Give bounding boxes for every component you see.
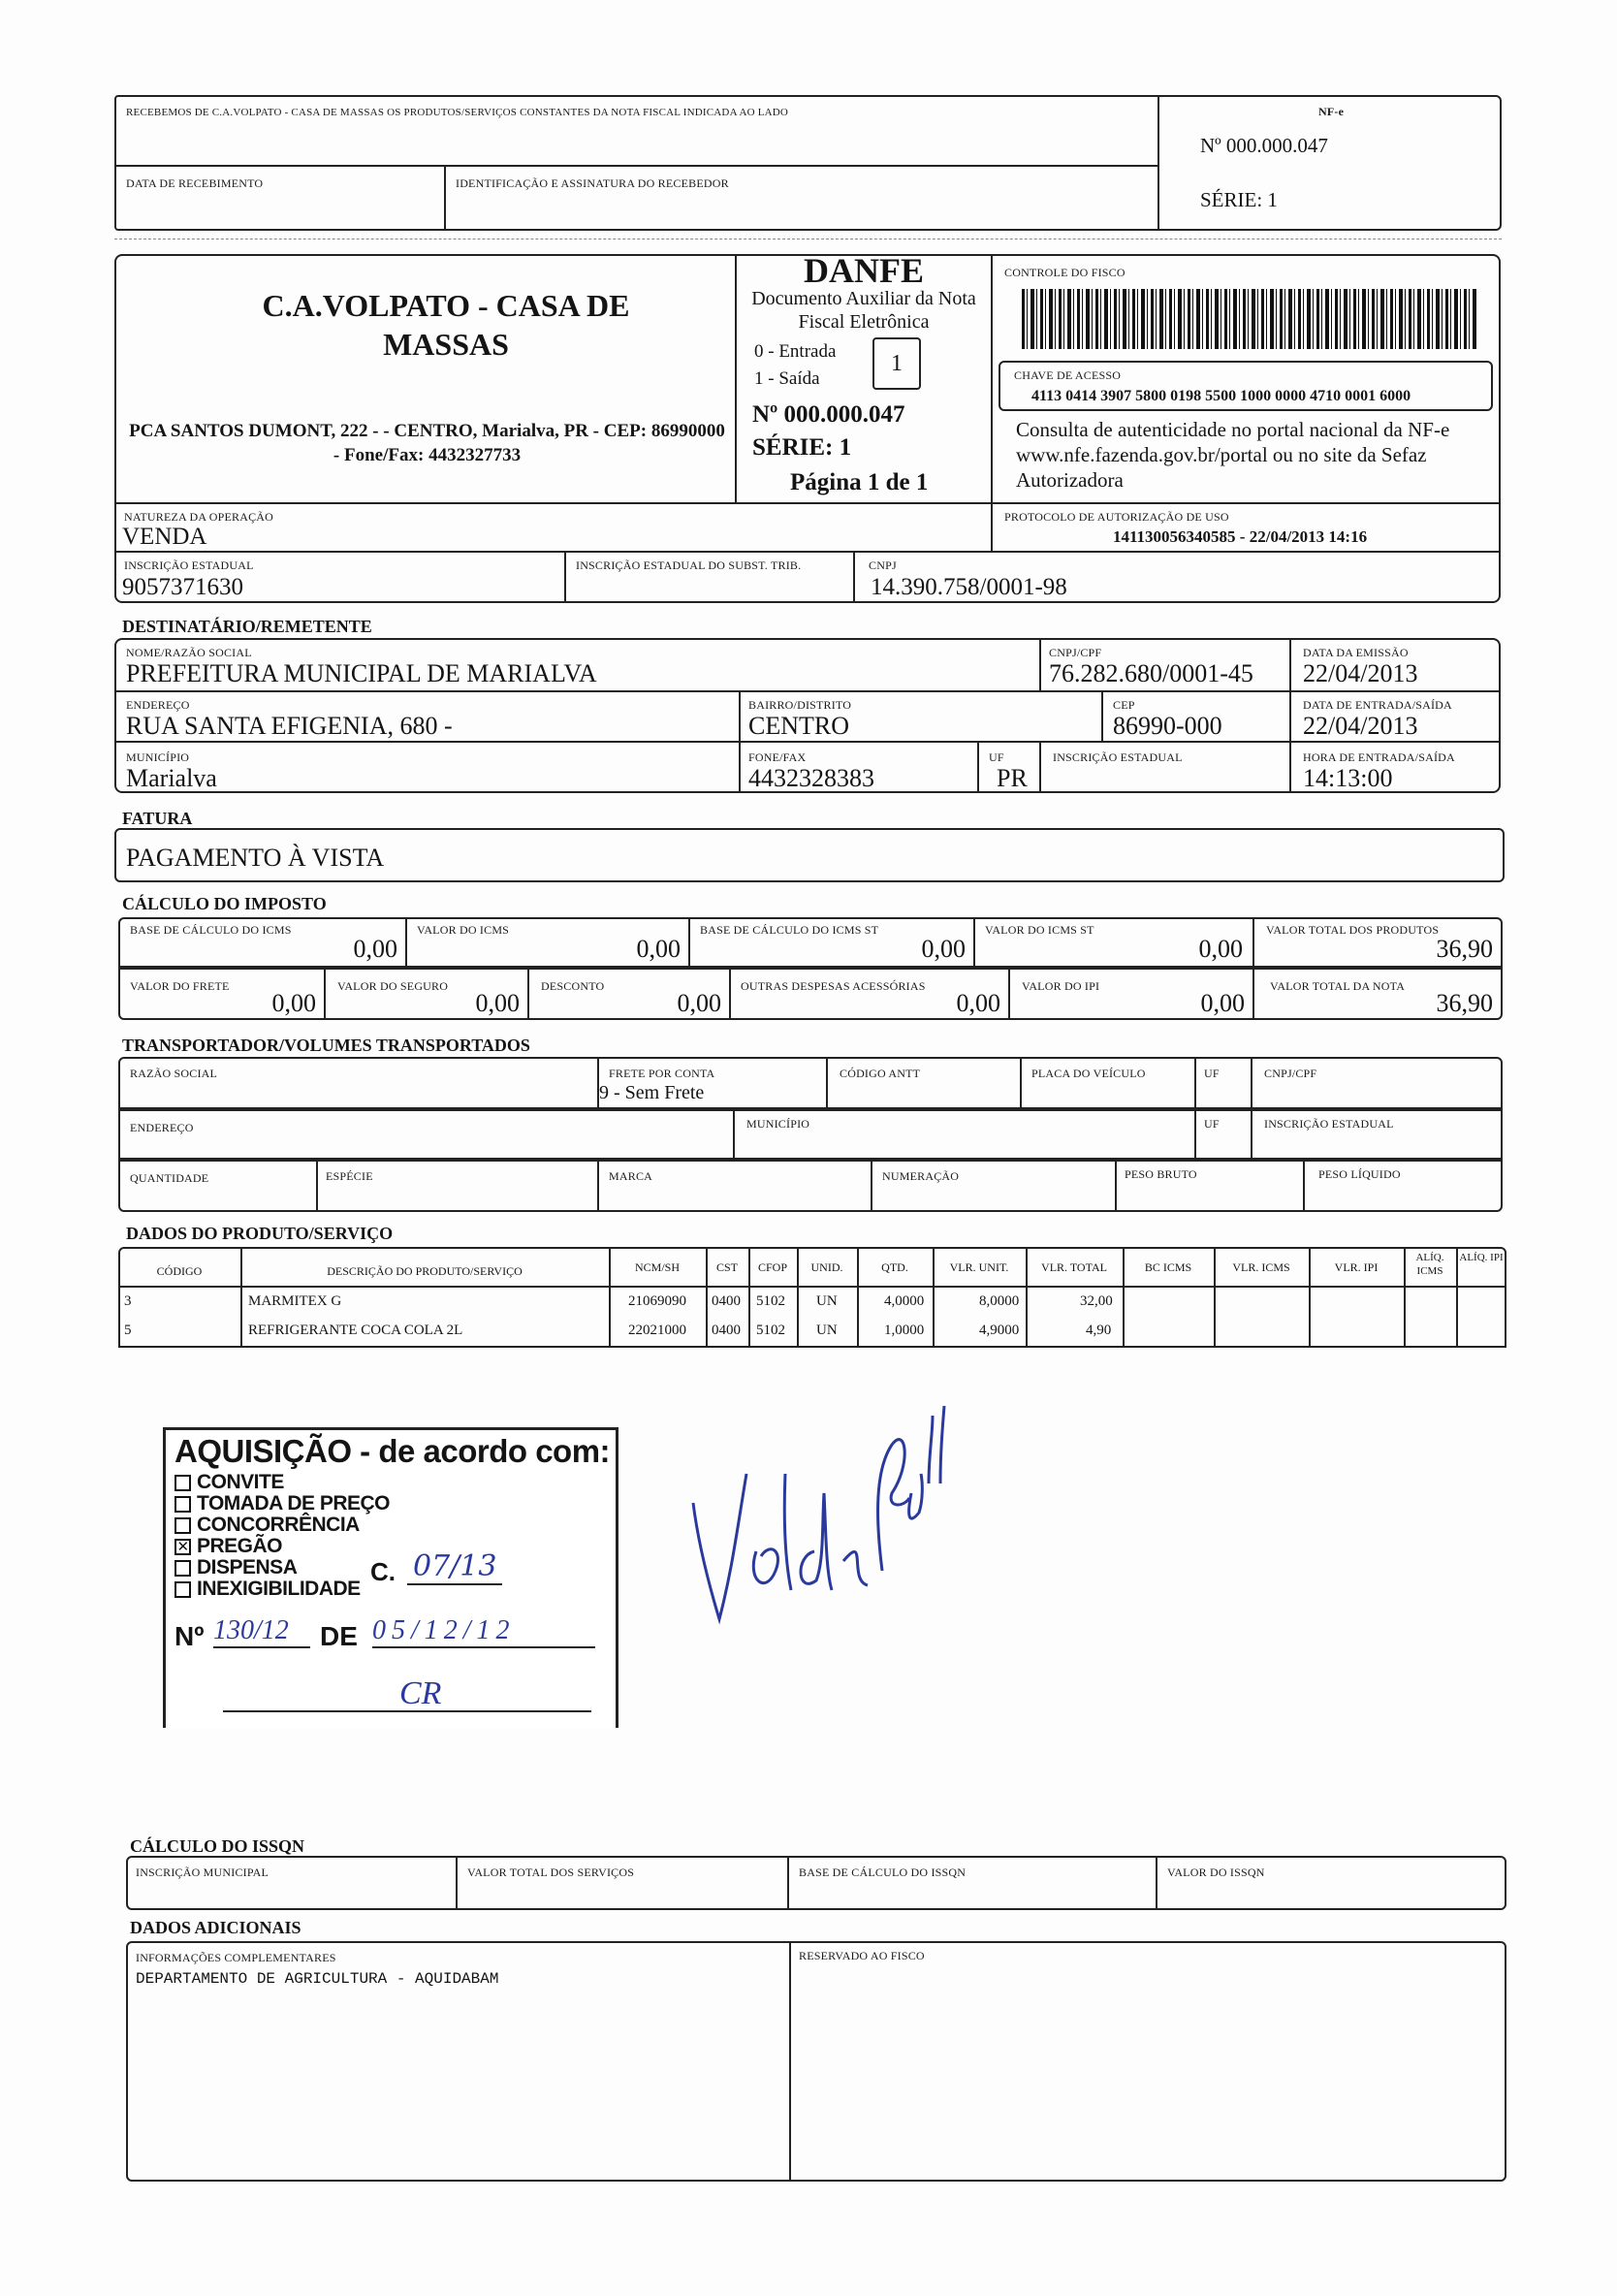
- stamp-options: [174, 1472, 390, 1600]
- divider: [1194, 1109, 1196, 1160]
- cnpj-value: 14.390.758/0001-98: [871, 574, 1067, 600]
- stamp-option: [174, 1493, 390, 1515]
- consult-text: Consulta de autenticidade no portal nacional da NF-e www.nfe.fazenda.gov.br/portal ou no site da Sefaz Autorizadora: [1016, 418, 1450, 492]
- transport-qtd-label: QUANTIDADE: [130, 1171, 209, 1185]
- cell-description: MARMITEX G: [248, 1293, 342, 1309]
- tax-section-title: CÁLCULO DO IMPOSTO: [122, 894, 327, 913]
- stamp-c-label: C.: [370, 1557, 396, 1586]
- uf-label: UF: [989, 750, 1004, 764]
- divider: [1115, 1160, 1117, 1212]
- tax-label: VALOR DO FRETE: [130, 979, 230, 993]
- divider: [688, 917, 690, 968]
- stamp-option: [174, 1515, 390, 1536]
- divider: [729, 968, 731, 1020]
- issqn-label: VALOR TOTAL DOS SERVIÇOS: [467, 1866, 635, 1879]
- divider: [853, 551, 855, 603]
- transport-endereco-label: ENDEREÇO: [130, 1121, 194, 1134]
- stamp-option: [174, 1472, 390, 1493]
- address-label: ENDEREÇO: [126, 698, 190, 712]
- danfe-page: Página 1 de 1: [790, 469, 929, 495]
- issqn-label: INSCRIÇÃO MUNICIPAL: [136, 1866, 270, 1879]
- cep-value: 86990-000: [1113, 712, 1222, 740]
- danfe-subtitle: Documento Auxiliar da Nota Fiscal Eletrônica: [751, 288, 976, 333]
- col-header: QTD.: [881, 1260, 908, 1274]
- col-header: VLR. UNIT.: [949, 1260, 1009, 1274]
- divider: [114, 741, 1501, 743]
- stamp-n-value: 130/12: [213, 1615, 310, 1648]
- divider: [1008, 968, 1010, 1020]
- district-label: BAIRRO/DISTRITO: [748, 698, 852, 712]
- protocol-value: 141130056340585 - 22/04/2013 14:16: [1113, 527, 1368, 546]
- emitter-name: C.A.VOLPATO - CASA DE MASSAS: [262, 288, 630, 362]
- time-label: HORA DE ENTRADA/SAÍDA: [1303, 750, 1455, 764]
- ie-value: 9057371630: [122, 574, 243, 600]
- danfe-entry: 0 - Entrada: [754, 341, 837, 362]
- transport-uf2-label: UF: [1204, 1117, 1220, 1131]
- transport-uf-label: UF: [1204, 1067, 1220, 1080]
- divider: [240, 1247, 242, 1348]
- divider: [456, 1856, 458, 1910]
- transport-marca-label: MARCA: [609, 1169, 653, 1183]
- additional-section-title: DADOS ADICIONAIS: [130, 1918, 301, 1937]
- entry-date: 22/04/2013: [1303, 712, 1418, 740]
- stamp-option: [174, 1578, 390, 1600]
- divider: [787, 1856, 789, 1910]
- cell-description: REFRIGERANTE COCA COLA 2L: [248, 1323, 463, 1338]
- access-key: 4113 0414 3907 5800 0198 5500 1000 0000 4710 0001 6000: [1031, 388, 1411, 404]
- stamp-option: [174, 1536, 390, 1557]
- checkbox-icon: [174, 1475, 191, 1491]
- col-header: UNID.: [810, 1260, 843, 1274]
- divider: [1251, 1057, 1252, 1109]
- transport-frete-label: FRETE POR CONTA: [609, 1067, 715, 1080]
- issqn-section-title: CÁLCULO DO ISSQN: [130, 1836, 305, 1856]
- phone-label: FONE/FAX: [748, 750, 807, 764]
- transport-numeracao-label: NUMERAÇÃO: [882, 1169, 960, 1183]
- danfe-type-box: [872, 337, 921, 390]
- divider: [444, 165, 446, 231]
- nature-label: NATUREZA DA OPERAÇÃO: [124, 510, 274, 524]
- col-header: CÓDIGO: [156, 1264, 203, 1278]
- checkbox-icon: [174, 1496, 191, 1513]
- tax-value: 0,00: [636, 935, 681, 963]
- tax-value: 0,00: [271, 989, 316, 1017]
- checkbox-icon: [174, 1560, 191, 1577]
- transport-peso-bruto-label: PESO BRUTO: [1125, 1167, 1197, 1181]
- tax-label: VALOR DO IPI: [1022, 979, 1100, 993]
- transport-municipio-label: MUNICÍPIO: [746, 1117, 810, 1131]
- divider: [871, 1160, 872, 1212]
- stamp-initials: CR: [399, 1675, 442, 1711]
- transport-row3: [118, 1160, 1503, 1212]
- cell-cst: 0400: [712, 1293, 741, 1309]
- divider: [1252, 917, 1254, 968]
- cell-cst: 0400: [712, 1323, 741, 1338]
- divider: [1101, 690, 1103, 741]
- additional-info-label: INFORMAÇÕES COMPLEMENTARES: [136, 1951, 336, 1964]
- access-key-label: CHAVE DE ACESSO: [1014, 368, 1122, 382]
- tax-value: 36,90: [1436, 935, 1493, 963]
- transport-especie-label: ESPÉCIE: [326, 1169, 373, 1183]
- tax-value: 0,00: [475, 989, 520, 1017]
- city-label: MUNICÍPIO: [126, 750, 190, 764]
- divider: [405, 917, 407, 968]
- receipt-nfe-label: NF-e: [1318, 105, 1345, 118]
- divider: [1252, 968, 1254, 1020]
- stamp-option-label: DISPENSA: [197, 1556, 298, 1578]
- cell-code: 3: [124, 1293, 132, 1309]
- divider: [597, 1160, 599, 1212]
- divider: [1289, 638, 1291, 793]
- tax-value: 0,00: [353, 935, 397, 963]
- invoice-section-title: FATURA: [122, 809, 193, 828]
- col-header: DESCRIÇÃO DO PRODUTO/SERVIÇO: [327, 1264, 523, 1278]
- tax-value: 0,00: [921, 935, 966, 963]
- transport-cnpj-label: CNPJ/CPF: [1264, 1067, 1317, 1080]
- reserved-box: [789, 1941, 1506, 2182]
- transport-row1: [118, 1057, 1503, 1109]
- cnpj-label: CNPJ: [869, 558, 897, 572]
- cell-qty: 1,0000: [884, 1323, 925, 1338]
- recipient-ie-label: INSCRIÇÃO ESTADUAL: [1053, 750, 1183, 764]
- tax-label: VALOR DO ICMS: [417, 923, 510, 937]
- stamp-n-label: Nº: [174, 1621, 205, 1651]
- divider: [564, 551, 566, 603]
- cell-unit-value: 4,9000: [979, 1323, 1020, 1338]
- cell-unit-value: 8,0000: [979, 1293, 1020, 1309]
- stamp-title: AQUISIÇÃO - de acordo com:: [174, 1433, 611, 1469]
- ie-label: INSCRIÇÃO ESTADUAL: [124, 558, 254, 572]
- divider: [118, 1286, 1506, 1288]
- col-header: CFOP: [757, 1260, 788, 1274]
- receipt-date-label: DATA DE RECEBIMENTO: [126, 176, 264, 190]
- cell-cfop: 5102: [756, 1323, 785, 1338]
- tax-label: OUTRAS DESPESAS ACESSÓRIAS: [741, 979, 926, 993]
- cell-total: 4,90: [1086, 1323, 1112, 1338]
- tax-label: BASE DE CÁLCULO DO ICMS: [130, 923, 292, 937]
- phone-value: 4432328383: [748, 764, 874, 792]
- tax-label: VALOR TOTAL DA NOTA: [1270, 979, 1406, 993]
- time-value: 14:13:00: [1303, 764, 1393, 792]
- stamp-c-value: 07/13: [407, 1549, 502, 1585]
- stamp-de-label: DE: [320, 1621, 358, 1651]
- checkbox-icon: [174, 1581, 191, 1598]
- cell-total: 32,00: [1080, 1293, 1113, 1309]
- tax-label: DESCONTO: [541, 979, 605, 993]
- divider: [1194, 1057, 1196, 1109]
- col-header: CST: [715, 1260, 738, 1274]
- receipt-signature-label: IDENTIFICAÇÃO E ASSINATURA DO RECEBEDOR: [456, 176, 729, 190]
- receipt-number: Nº 000.000.047: [1200, 134, 1328, 157]
- tax-value: 0,00: [677, 989, 721, 1017]
- col-header: VLR. IPI: [1334, 1260, 1379, 1274]
- col-header: VLR. TOTAL: [1041, 1260, 1107, 1274]
- tax-value: 0,00: [1198, 935, 1243, 963]
- emitter-address: PCA SANTOS DUMONT, 222 - - CENTRO, Marialva, PR - CEP: 86990000 - Fone/Fax: 4432327733: [129, 421, 725, 465]
- ie-st-label: INSCRIÇÃO ESTADUAL DO SUBST. TRIB.: [576, 558, 802, 572]
- transport-razao-label: RAZÃO SOCIAL: [130, 1067, 218, 1080]
- divider: [1020, 1057, 1022, 1109]
- col-header: BC ICMS: [1144, 1260, 1192, 1274]
- recipient-name: PREFEITURA MUNICIPAL DE MARIALVA: [126, 659, 597, 687]
- danfe-type-value: 1: [891, 351, 903, 376]
- protocol-label: PROTOCOLO DE AUTORIZAÇÃO DE USO: [1004, 510, 1229, 524]
- transport-antt-label: CÓDIGO ANTT: [840, 1067, 921, 1080]
- divider: [527, 968, 529, 1020]
- tax-value: 0,00: [956, 989, 1000, 1017]
- tax-label: BASE DE CÁLCULO DO ICMS ST: [700, 923, 879, 937]
- recipient-section-title: DESTINATÁRIO/REMETENTE: [122, 617, 372, 636]
- cep-label: CEP: [1113, 698, 1135, 712]
- divider: [1039, 638, 1041, 690]
- address-value: RUA SANTA EFIGENIA, 680 -: [126, 712, 453, 740]
- stamp-option-label: CONVITE: [197, 1471, 284, 1493]
- nature-value: VENDA: [122, 524, 207, 550]
- stamp-date: 05/12/12: [372, 1615, 595, 1648]
- stamp-option-label: TOMADA DE PREÇO: [197, 1492, 391, 1515]
- district-value: CENTRO: [748, 712, 849, 740]
- danfe-title: DANFE: [804, 251, 924, 290]
- issqn-label: VALOR DO ISSQN: [1167, 1866, 1265, 1879]
- col-header: ALÍQ. IPI: [1459, 1252, 1504, 1263]
- recipient-name-label: NOME/RAZÃO SOCIAL: [126, 646, 252, 659]
- col-header: VLR. ICMS: [1232, 1260, 1290, 1274]
- transport-placa-label: PLACA DO VEÍCULO: [1031, 1067, 1146, 1080]
- cell-qty: 4,0000: [884, 1293, 925, 1309]
- stamp-option-label: PREGÃO: [197, 1535, 283, 1557]
- receipt-text: RECEBEMOS DE C.A.VOLPATO - CASA DE MASSAS OS PRODUTOS/SERVIÇOS CONSTANTES DA NOTA FISCAL INDICADA AO LADO: [126, 107, 789, 118]
- divider: [1303, 1160, 1305, 1212]
- danfe-series: SÉRIE: 1: [752, 434, 852, 461]
- additional-info: DEPARTAMENTO DE AGRICULTURA - AQUIDABAM: [136, 1970, 499, 1988]
- cell-unit: UN: [816, 1293, 838, 1309]
- divider: [324, 968, 326, 1020]
- cell-cfop: 5102: [756, 1293, 785, 1309]
- city-value: Marialva: [126, 764, 217, 792]
- danfe-exit: 1 - Saída: [754, 368, 820, 389]
- transport-section-title: TRANSPORTADOR/VOLUMES TRANSPORTADOS: [122, 1036, 530, 1055]
- divider: [1156, 1856, 1157, 1910]
- barcode: [1022, 289, 1477, 349]
- reserved-label: RESERVADO AO FISCO: [799, 1949, 925, 1962]
- tax-value: 36,90: [1436, 989, 1493, 1017]
- cell-ncm: 21069090: [628, 1293, 686, 1309]
- col-header: NCM/SH: [634, 1260, 680, 1274]
- stamp-option: [174, 1557, 390, 1578]
- cell-code: 5: [124, 1323, 132, 1338]
- emission-label: DATA DA EMISSÃO: [1303, 646, 1409, 659]
- divider: [973, 917, 975, 968]
- danfe-number: Nº 000.000.047: [752, 401, 905, 428]
- issqn-label: BASE DE CÁLCULO DO ISSQN: [799, 1866, 967, 1879]
- tax-label: VALOR TOTAL DOS PRODUTOS: [1266, 923, 1440, 937]
- col-header: ALÍQ. ICMS: [1415, 1252, 1444, 1277]
- tax-label: VALOR DO SEGURO: [337, 979, 449, 993]
- stamp-option-label: INEXIGIBILIDADE: [197, 1578, 361, 1600]
- tax-label: VALOR DO ICMS ST: [985, 923, 1094, 937]
- products-section-title: DADOS DO PRODUTO/SERVIÇO: [126, 1224, 394, 1243]
- uf-value: PR: [997, 764, 1028, 792]
- checkbox-icon: [174, 1517, 191, 1534]
- divider: [977, 741, 979, 793]
- divider: [739, 690, 741, 793]
- tax-row2: [118, 968, 1503, 1020]
- stamp-signature-line: [223, 1710, 591, 1712]
- divider: [114, 690, 1501, 692]
- handwritten-signature: [679, 1387, 969, 1639]
- tax-value: 0,00: [1200, 989, 1245, 1017]
- ie-row: [114, 551, 1501, 603]
- transport-peso-liq-label: PESO LÍQUIDO: [1318, 1167, 1401, 1181]
- emission-date: 22/04/2013: [1303, 659, 1418, 687]
- entry-date-label: DATA DE ENTRADA/SAÍDA: [1303, 698, 1452, 712]
- cell-ncm: 22021000: [628, 1323, 686, 1338]
- recipient-cnpj: 76.282.680/0001-45: [1049, 659, 1253, 687]
- divider: [1251, 1109, 1252, 1160]
- stamp-option-label: CONCORRÊNCIA: [197, 1514, 360, 1536]
- divider: [826, 1057, 828, 1109]
- divider: [316, 1160, 318, 1212]
- divider: [114, 165, 1159, 167]
- divider: [733, 1109, 735, 1160]
- cell-unit: UN: [816, 1323, 838, 1338]
- invoice-text: PAGAMENTO À VISTA: [126, 844, 385, 872]
- issqn-box: [126, 1856, 1506, 1910]
- transport-ie-label: INSCRIÇÃO ESTADUAL: [1264, 1117, 1394, 1131]
- fisco-control-label: CONTROLE DO FISCO: [1004, 266, 1126, 279]
- recipient-cnpj-label: CNPJ/CPF: [1049, 646, 1102, 659]
- checked-box-icon: ✕: [174, 1539, 191, 1555]
- transport-frete: 9 - Sem Frete: [599, 1082, 705, 1103]
- divider: [1039, 741, 1041, 793]
- receipt-series: SÉRIE: 1: [1200, 188, 1278, 211]
